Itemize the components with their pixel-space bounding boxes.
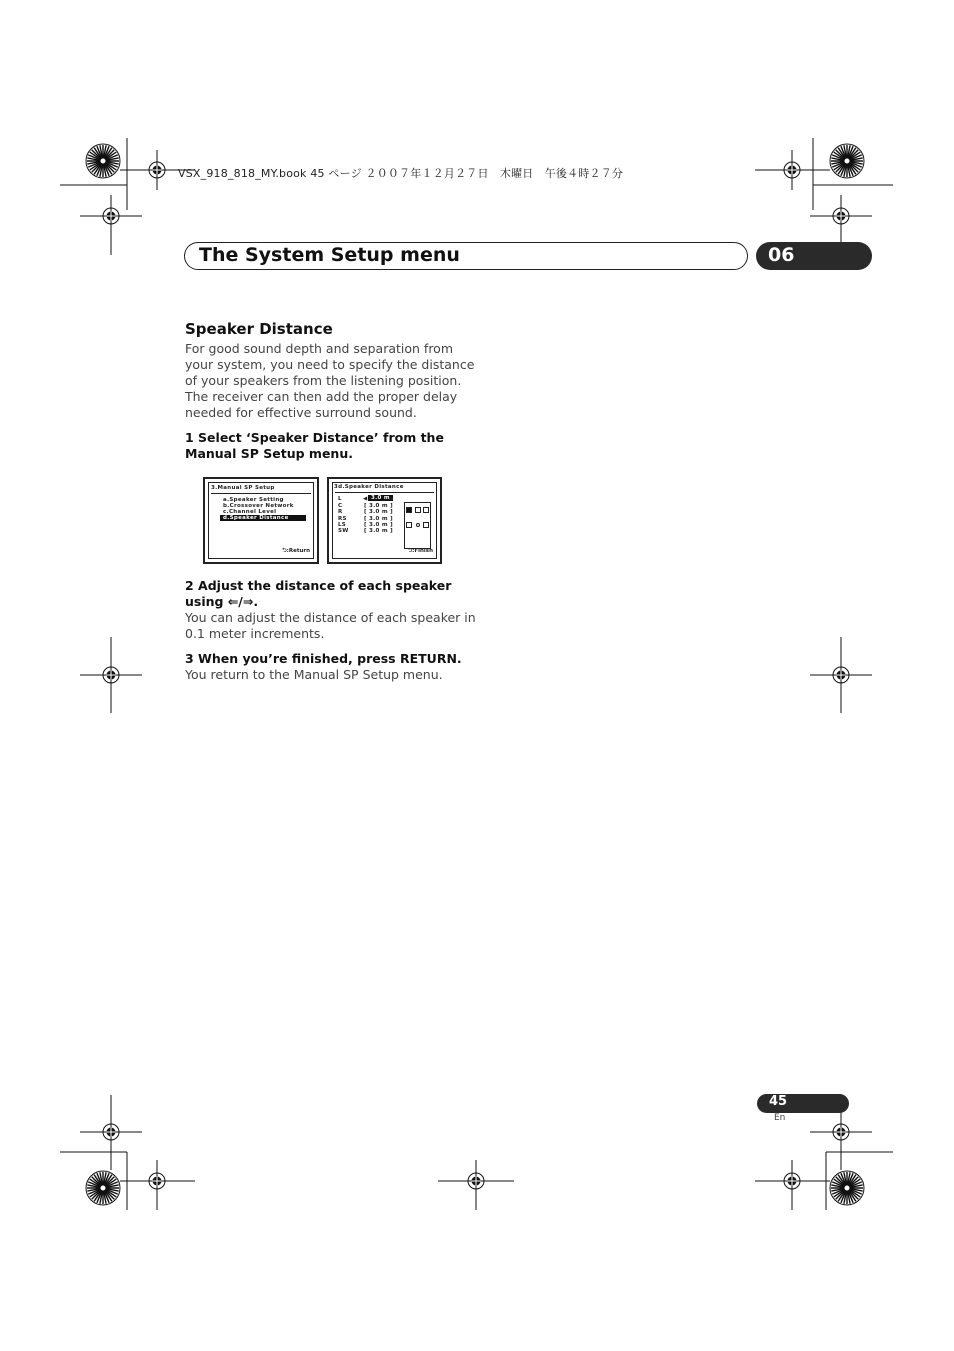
step-1 <box>185 430 444 462</box>
page-number-badge <box>757 1094 849 1113</box>
menu-item-speaker-distance: d.Speaker Distance <box>220 515 306 521</box>
screen-frame <box>208 482 314 559</box>
speaker-rs-icon <box>423 522 429 528</box>
screen-title-rule <box>335 492 434 493</box>
manual-sp-setup-screen <box>203 477 319 564</box>
speaker-label-sw: SW <box>338 528 349 534</box>
chapter-number: 06 <box>768 244 795 266</box>
selector-right-arrow-icon: ▶ <box>389 496 394 502</box>
speaker-label-ls: LS <box>338 522 347 528</box>
menu-item-crossover-network: b.Crossover Network <box>223 503 294 509</box>
screen-title: 3.Manual SP Setup <box>211 485 275 491</box>
step-2 <box>185 578 451 610</box>
finish-hint: ⮌:Finish <box>407 548 433 554</box>
intro-line: of your speakers from the listening position. <box>185 373 462 388</box>
intro-line: The receiver can then add the proper delay <box>185 389 458 404</box>
step-2-desc-line: 0.1 meter increments. <box>185 626 325 641</box>
speaker-value-l: 3.0 m <box>368 495 393 501</box>
screen-title-rule <box>211 493 311 494</box>
menu-item-speaker-distance-row <box>220 515 306 521</box>
speaker-layout-diagram <box>404 502 431 549</box>
chapter-title: The System Setup menu <box>199 244 460 266</box>
screen-frame <box>332 482 437 559</box>
language-label: En <box>774 1113 786 1123</box>
step-3-description <box>185 667 443 683</box>
return-hint: ⮌:Return <box>282 548 310 554</box>
speaker-l-icon <box>406 507 412 513</box>
speaker-c-icon <box>415 507 421 513</box>
speaker-r-icon <box>423 507 429 513</box>
intro-line: your system, you need to specify the distance <box>185 357 475 372</box>
step-2-line: using ⇐/⇒. <box>185 594 259 609</box>
step-1-line: Manual SP Setup menu. <box>185 446 353 461</box>
speaker-label-l: L <box>338 496 342 502</box>
selector-left-arrow-icon: ◀ <box>363 496 368 502</box>
step-3 <box>185 651 462 667</box>
speaker-label-c: C <box>338 503 343 509</box>
speaker-value-ls: [ 3.0 m ] <box>364 522 393 528</box>
intro-paragraph <box>185 341 474 421</box>
intro-line: needed for effective surround sound. <box>185 405 417 420</box>
step-2-desc-line: You can adjust the distance of each speaker in <box>185 610 476 625</box>
speaker-value-c: [ 3.0 m ] <box>364 503 393 509</box>
speaker-value-rs: [ 3.0 m ] <box>364 516 393 522</box>
speaker-label-rs: RS <box>338 516 347 522</box>
speaker-value-sw: [ 3.0 m ] <box>364 528 393 534</box>
listener-position-icon <box>416 523 420 527</box>
speaker-label-r: R <box>338 509 343 515</box>
menu-item-channel-level: c.Channel Level <box>223 509 277 515</box>
speaker-ls-icon <box>406 522 412 528</box>
chapter-number-badge <box>756 242 872 270</box>
page-number: 45 <box>769 1094 788 1109</box>
step-1-line: 1 Select ‘Speaker Distance’ from the <box>185 430 444 445</box>
speaker-distance-screen <box>327 477 442 564</box>
screen-title: 3d.Speaker Distance <box>334 484 404 490</box>
step-2-line: 2 Adjust the distance of each speaker <box>185 578 452 593</box>
step-2-description <box>185 610 476 642</box>
chapter-title-bar <box>184 242 748 270</box>
running-head: VSX_918_818_MY.book 45 ページ ２００７年１２月２７日 木曜日 午後４時２７分 <box>178 167 624 180</box>
intro-line: For good sound depth and separation from <box>185 341 454 356</box>
section-title: Speaker Distance <box>185 320 333 338</box>
menu-item-speaker-setting: a.Speaker Setting <box>223 497 284 503</box>
speaker-value-r: [ 3.0 m ] <box>364 509 393 515</box>
step-3-line: 3 When you’re finished, press RETURN. <box>185 651 462 666</box>
step-3-desc-line: You return to the Manual SP Setup menu. <box>185 667 443 682</box>
